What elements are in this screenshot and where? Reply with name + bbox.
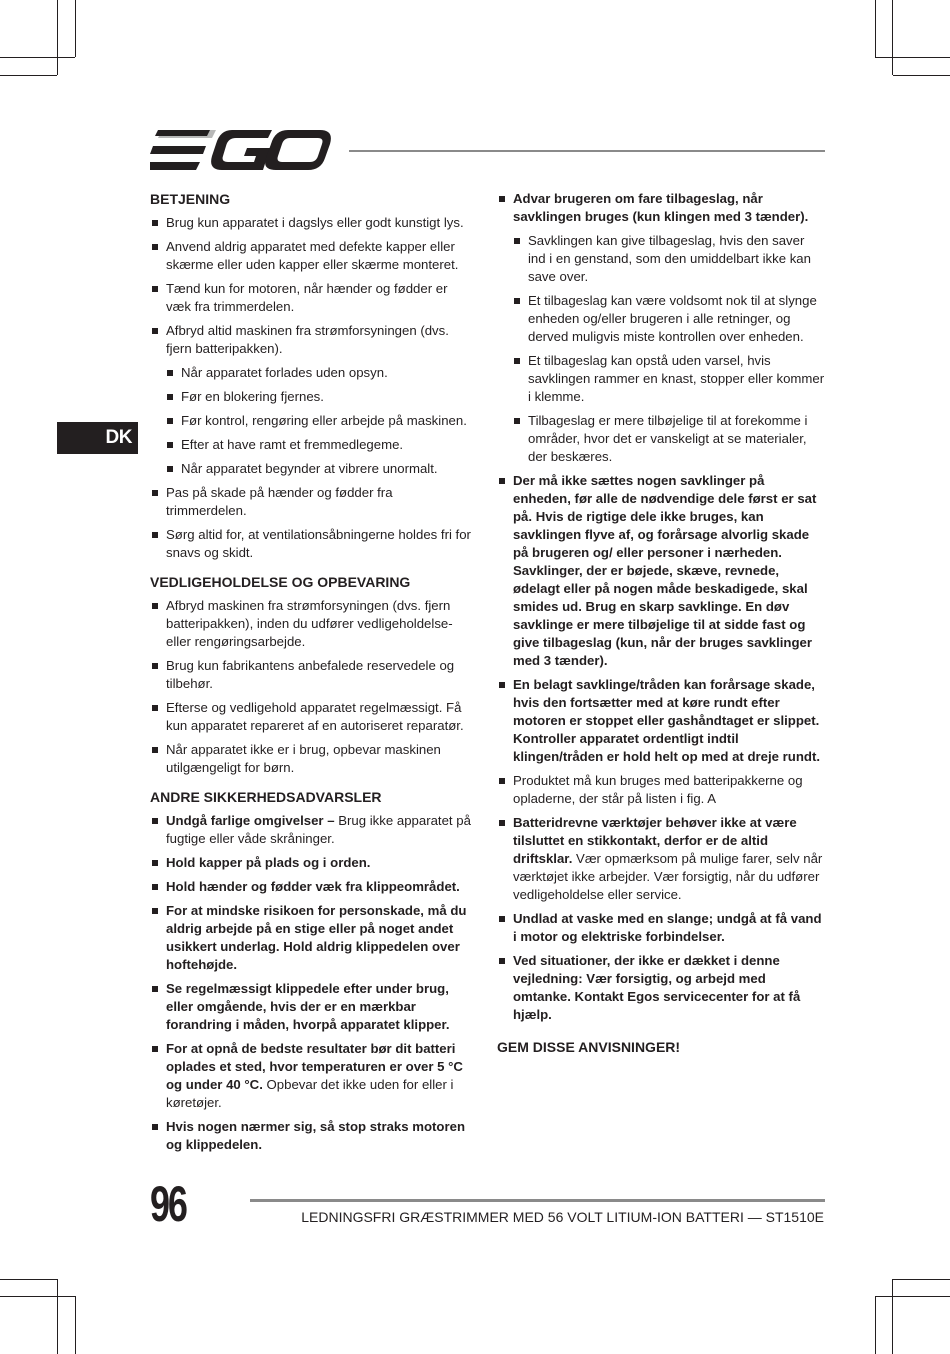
list-item xyxy=(150,902,475,974)
bullet-list xyxy=(150,214,475,562)
right-column xyxy=(497,190,825,1056)
crop-mark xyxy=(892,1279,893,1354)
list-item xyxy=(497,190,825,226)
bold-text: Undgå farlige omgivelser – xyxy=(166,813,335,828)
section-andre-sikkerhedsadvarsler xyxy=(150,788,475,1154)
sub-list-item: Et tilbageslag kan være voldsomt nok til at slynge enheden og/eller brugeren i alle retninger, og derved muligvis miste kontrollen over enheden. xyxy=(512,292,825,346)
list-item: Når apparatet ikke er i brug, opbevar maskinen utilgængeligt for børn. xyxy=(150,741,475,777)
crop-mark xyxy=(57,0,58,75)
list-item xyxy=(150,1040,475,1112)
list-item xyxy=(497,676,825,766)
closing-heading: GEM DISSE ANVISNINGER! xyxy=(497,1039,681,1055)
list-item: Brug kun apparatet i dagslys eller godt kunstigt lys. xyxy=(150,214,475,232)
list-item: Afbryd altid maskinen fra strømforsyningen (dvs. fjern batteripakken). xyxy=(150,322,475,358)
footer-rule xyxy=(250,1199,825,1202)
crop-mark xyxy=(75,0,76,57)
ego-logo xyxy=(150,130,332,172)
crop-mark xyxy=(75,1296,76,1354)
bold-text: For at mindske risikoen for personskade, må du aldrig arbejde på en stige eller på noget andet usikkert underlag. Hold aldrig klippedelen over hoftehøjde. xyxy=(166,903,467,972)
item-text: Brug ikke apparatet på fugtige eller våde skråninger. xyxy=(166,813,471,846)
crop-mark xyxy=(0,75,57,76)
bold-text: Der må ikke sættes nogen savklinger på enheden, før alle de nødvendige dele først er sat på. Hvis de rigtige dele ikke bruges, kan savklingen flyve af, og forårsage alvorlig skade på brugeren og/ eller personer i nærheden. Savklinger, der er bøjede, skæve, revnede, ødelagt eller på nogen måde beskadigede, skal smides ud. Brug en skarp savklinge. En døv savklinge er mere tilbøjelige til at sidde fast og give tilbageslag (kun, når der bruges savklinger med 3 tænder). xyxy=(513,473,817,668)
section-heading: ANDRE SIKKERHEDSADVARSLER xyxy=(150,789,382,805)
crop-mark xyxy=(0,1296,75,1297)
crop-mark xyxy=(875,1296,876,1354)
crop-mark xyxy=(892,0,893,75)
crop-mark xyxy=(0,57,75,58)
footer-title: LEDNINGSFRI GRÆSTRIMMER MED 56 VOLT LITIUM-ION BATTERI — ST1510E xyxy=(301,1209,824,1225)
list-item: Pas på skade på hænder og fødder fra trimmerdelen. xyxy=(150,484,475,520)
item-text: Opbevar det ikke uden for eller i køretøjer. xyxy=(166,1077,454,1110)
bold-text: Advar brugeren om fare tilbageslag, når savklingen bruges (kun klingen med 3 tænder). xyxy=(513,191,809,224)
header-rule xyxy=(349,150,825,152)
list-item: Anvend aldrig apparatet med defekte kapper eller skærme eller uden kapper eller skærme monteret. xyxy=(150,238,475,274)
page-number: 96 xyxy=(150,1176,186,1232)
sub-list-item: Efter at have ramt et fremmedlegeme. xyxy=(165,436,475,454)
list-item xyxy=(497,910,825,946)
sub-list-item: Savklingen kan give tilbageslag, hvis den saver ind i en genstand, som den umiddelbart ikke kan save over. xyxy=(512,232,825,286)
bullet-list xyxy=(497,190,825,1024)
bold-text: Hold kapper på plads og i orden. xyxy=(166,855,371,870)
list-item xyxy=(150,812,475,848)
list-item xyxy=(150,980,475,1034)
list-item: Tænd kun for motoren, når hænder og fødder er væk fra trimmerdelen. xyxy=(150,280,475,316)
list-item xyxy=(497,952,825,1024)
bold-text: For at opnå de bedste resultater bør dit batteri oplades et sted, hvor temperaturen er over 5 °C og under 40 °C. xyxy=(166,1041,463,1092)
bold-text: Ved situationer, der ikke er dækket i denne vejledning: Vær forsigtig, og arbejd med omtanke. Kontakt Egos servicecenter for at få hjælp. xyxy=(513,953,801,1022)
section-vedligeholdelse xyxy=(150,573,475,777)
sub-list-item: Når apparatet forlades uden opsyn. xyxy=(165,364,475,382)
list-item: Produktet må kun bruges med batteripakkerne og opladerne, der står på listen i fig. A xyxy=(497,772,825,808)
crop-mark xyxy=(0,1279,57,1280)
bold-text: Hold hænder og fødder væk fra klippeområdet. xyxy=(166,879,460,894)
list-item xyxy=(150,878,475,896)
language-tab: DK xyxy=(57,422,138,454)
list-item: Sørg altid for, at ventilationsåbningerne holdes fri for snavs og skidt. xyxy=(150,526,475,562)
bullet-list xyxy=(150,812,475,1154)
crop-mark xyxy=(57,1279,58,1354)
sub-list-item: Når apparatet begynder at vibrere unormalt. xyxy=(165,460,475,478)
list-item xyxy=(150,1118,475,1154)
list-item: Efterse og vedligehold apparatet regelmæssigt. Få kun apparatet repareret af en autoriseret reparatør. xyxy=(150,699,475,735)
section-heading: VEDLIGEHOLDELSE OG OPBEVARING xyxy=(150,574,411,590)
section-betjening xyxy=(150,190,475,562)
list-item: Afbryd maskinen fra strømforsyningen (dvs. fjern batteripakken), inden du udfører vedligeholdelse- eller rengøringsarbejde. xyxy=(150,597,475,651)
list-item xyxy=(497,472,825,670)
crop-mark xyxy=(875,1296,950,1297)
sub-list-item: Tilbageslag er mere tilbøjelige til at forekomme i områder, hvor det er vanskeligt at se materialer, der beskæres. xyxy=(512,412,825,466)
list-item: Brug kun fabrikantens anbefalede reservedele og tilbehør. xyxy=(150,657,475,693)
section-heading: BETJENING xyxy=(150,191,231,207)
crop-mark xyxy=(875,57,950,58)
bold-text: En belagt savklinge/tråden kan forårsage skade, hvis den fortsætter med at køre rundt efter motoren er stoppet eller gashåndtaget er slippet. Kontroller apparatet ordentligt indtil klingen/tråden er hold helt op med at dreje rundt. xyxy=(513,677,821,764)
item-text: Vær opmærksom på mulige farer, selv når værktøjet ikke arbejder. Vær forsigtig, når du udfører vedligeholdelse eller service. xyxy=(513,851,823,902)
list-item xyxy=(150,854,475,872)
sub-list-item: Før kontrol, rengøring eller arbejde på maskinen. xyxy=(165,412,475,430)
sub-list-item: Et tilbageslag kan opstå uden varsel, hvis savklingen rammer en knast, stopper eller kommer i klemme. xyxy=(512,352,825,406)
list-item xyxy=(497,814,825,904)
bold-text: Hvis nogen nærmer sig, så stop straks motoren og klippedelen. xyxy=(166,1119,465,1152)
crop-mark xyxy=(893,75,950,76)
crop-mark xyxy=(893,1279,950,1280)
bold-text: Batteridrevne værktøjer behøver ikke at være tilsluttet en stikkontakt, derfor er de altid driftsklar. xyxy=(513,815,797,866)
sub-list-item: Før en blokering fjernes. xyxy=(165,388,475,406)
left-column xyxy=(150,190,475,1165)
bullet-list xyxy=(150,597,475,777)
bold-text: Undlad at vaske med en slange; undgå at få vand i motor og elektriske forbindelser. xyxy=(513,911,822,944)
bold-text: Se regelmæssigt klippedele efter under brug, eller omgående, hvis der er en mærkbar forandring i måden, hvorpå apparatet klipper. xyxy=(166,981,450,1032)
crop-mark xyxy=(875,0,876,57)
